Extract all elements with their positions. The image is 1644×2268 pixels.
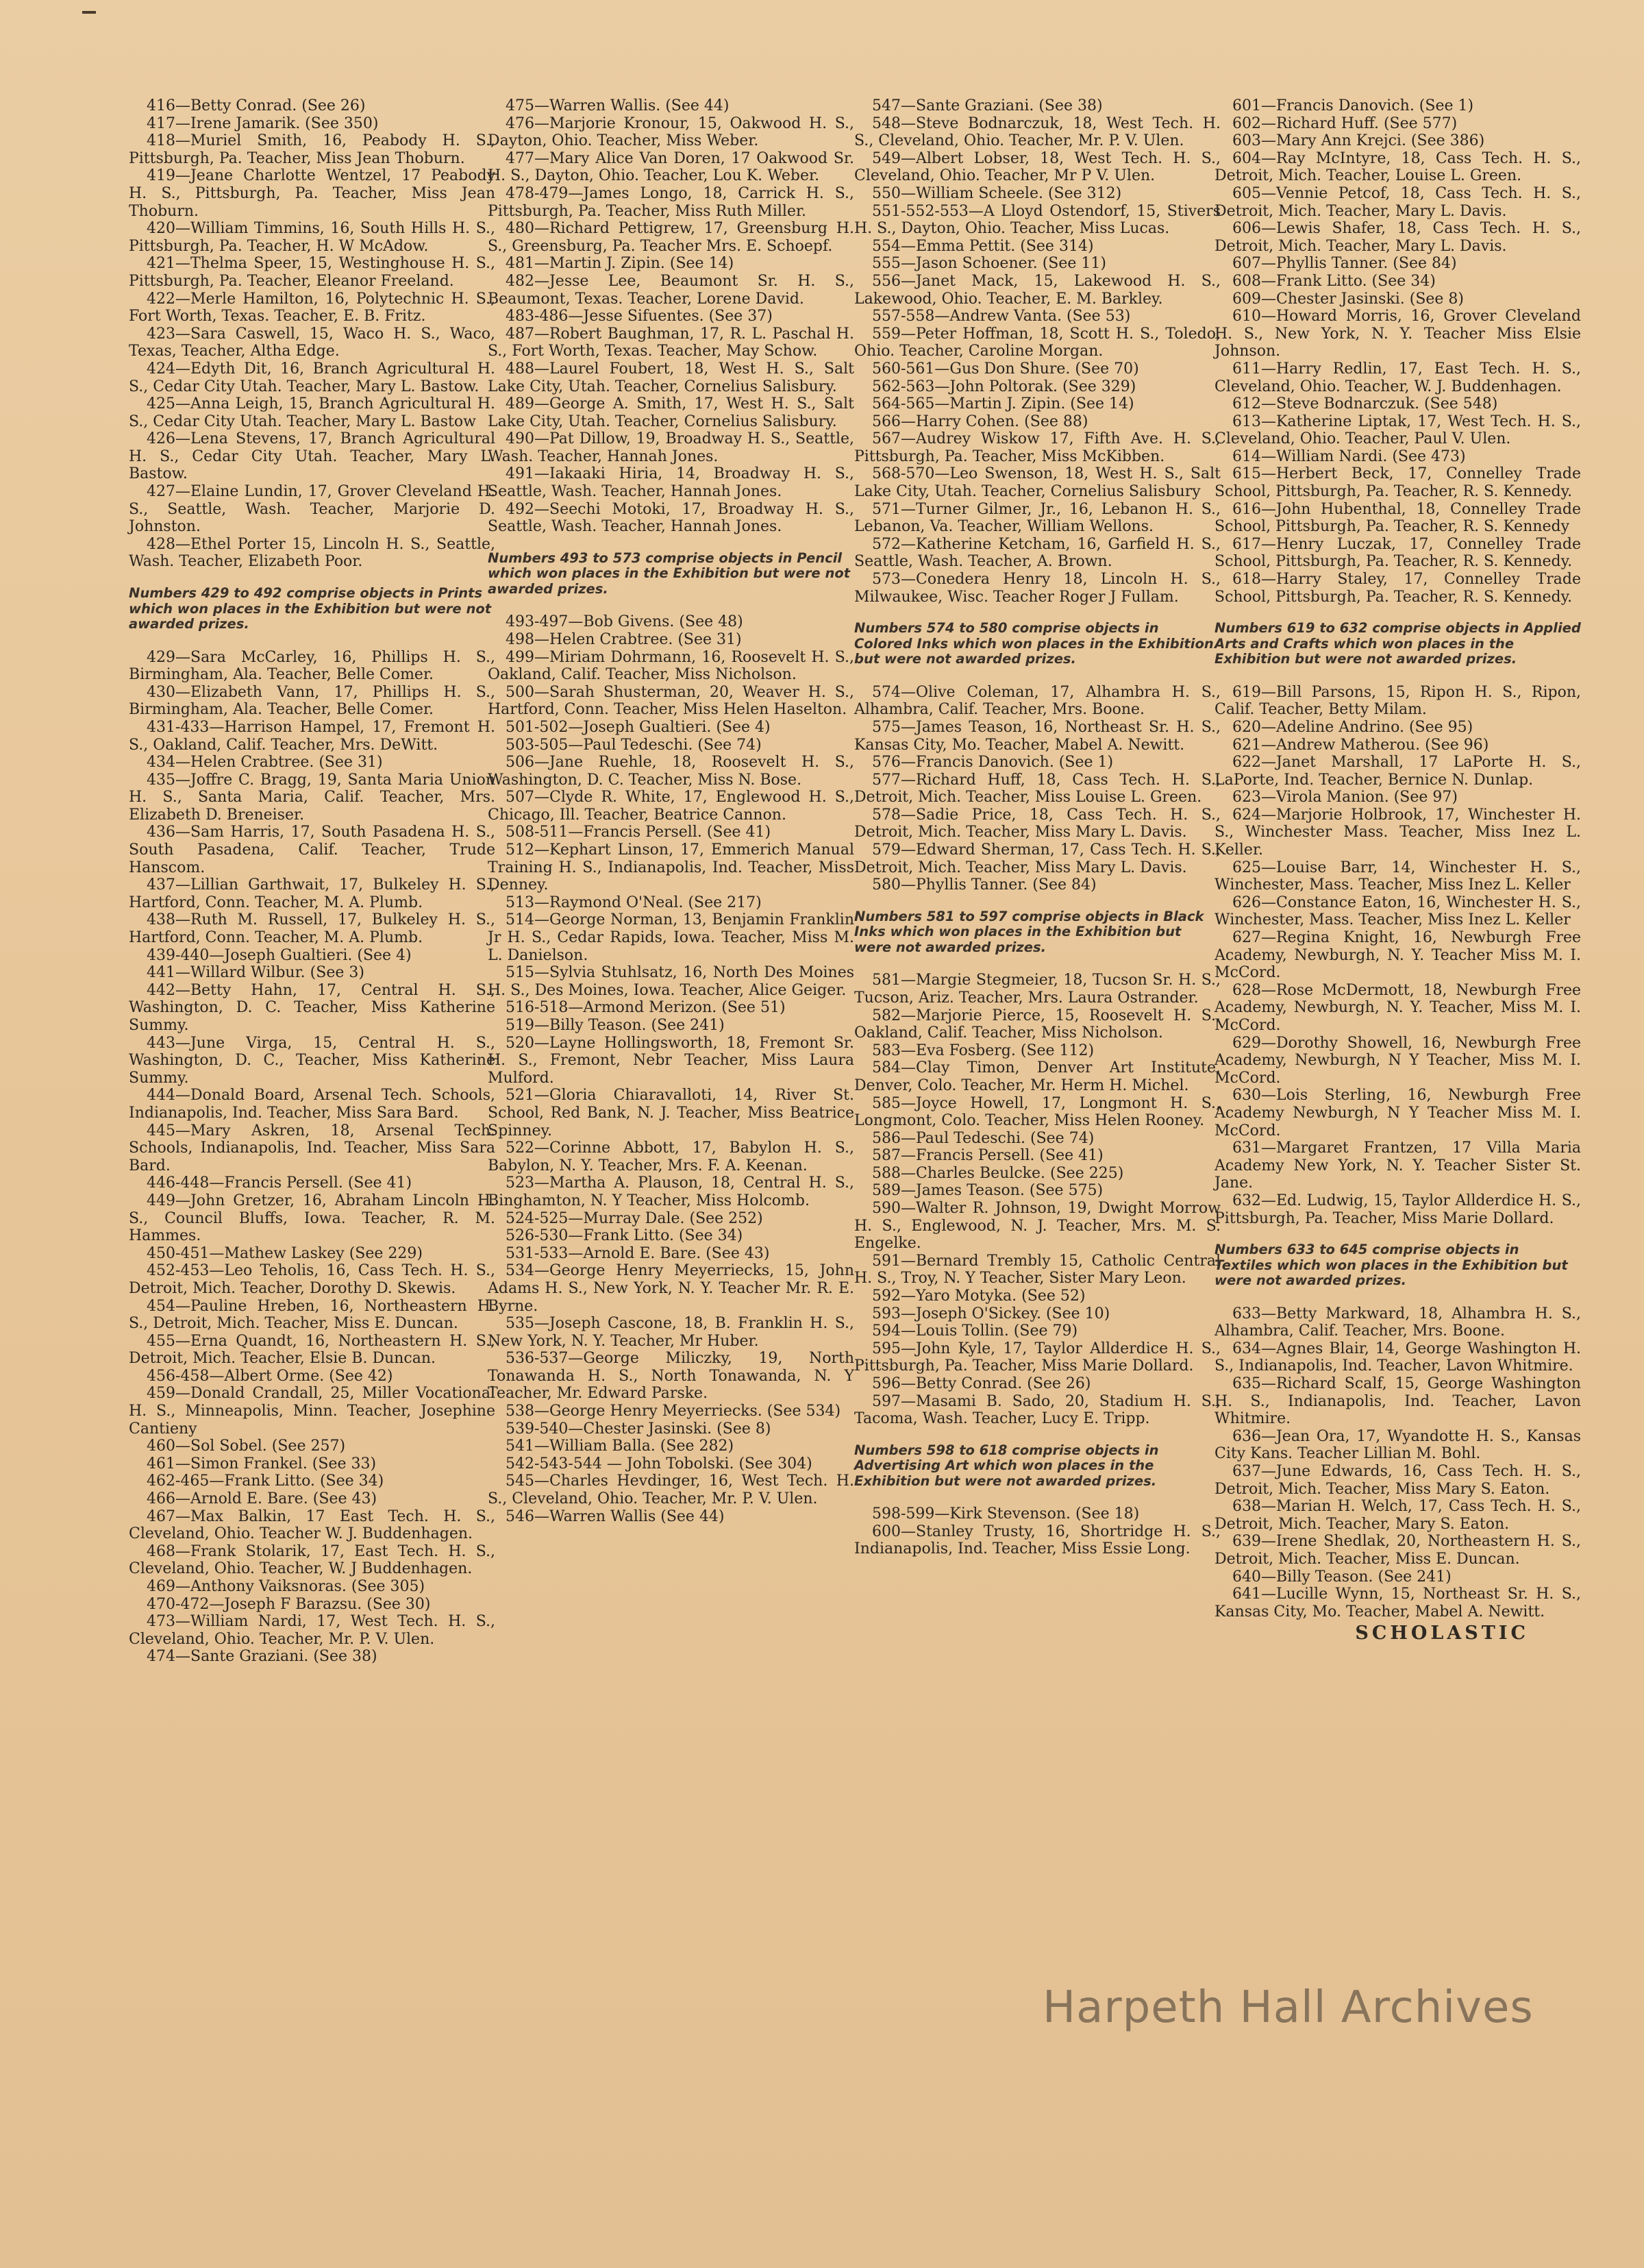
- entry: 539-540—Chester Jasinski. (See 8): [506, 1420, 771, 1438]
- entry: 629—Dorothy Showell, 16, Newburgh Free Academy, Newburgh, N Y Teacher, Miss M. I. McCord.: [1215, 1034, 1581, 1087]
- entry: 566—Harry Cohen. (See 88): [872, 412, 1088, 430]
- entry: 618—Harry Staley, 17, Connelley Trade School, Pittsburgh, Pa. Teacher, R. S. Kennedy.: [1215, 571, 1581, 606]
- entry: 450-451—Mathew Laskey (See 229): [147, 1244, 423, 1262]
- entry: 624—Marjorie Holbrook, 17, Winchester H. S., Winchester Mass. Teacher, Miss Inez L. Keller.: [1215, 806, 1581, 859]
- entry: 437—Lillian Garthwait, 17, Bulkeley H. S., Hartford, Conn. Teacher, M. A. Plumb.: [129, 876, 495, 911]
- entry: 634—Agnes Blair, 14, George Washington H. S., Indianapolis, Ind. Teacher, Lavon Whitmire.: [1215, 1340, 1581, 1375]
- entry: 627—Regina Knight, 16, Newburgh Free Academy, Newburgh, N. Y. Teacher Miss M. I. McCord.: [1215, 929, 1581, 982]
- entry: 606—Lewis Shafer, 18, Cass Tech. H. S., Detroit, Mich. Teacher, Mary L. Davis.: [1215, 220, 1581, 255]
- entry: 507—Clyde R. White, 17, Englewood H. S., Chicago, Ill. Teacher, Beatrice Cannon.: [488, 789, 854, 824]
- entry: 630—Lois Sterling, 16, Newburgh Free Academy Newburgh, N Y Teacher Miss M. I. McCord.: [1215, 1087, 1581, 1139]
- entry: 619—Bill Parsons, 15, Ripon H. S., Ripon, Calif. Teacher, Betty Milam.: [1215, 683, 1581, 719]
- entry: 602—Richard Huff. (See 577): [1232, 114, 1458, 132]
- entry: 641—Lucille Wynn, 15, Northeast Sr. H. S., Kansas City, Mo. Teacher, Mabel A. Newitt.: [1215, 1586, 1581, 1620]
- entry: 454—Pauline Hreben, 16, Northeastern H. S., Detroit, Mich. Teacher, Miss E. Duncan.: [129, 1297, 495, 1333]
- entry: 586—Paul Tedeschi. (See 74): [872, 1129, 1095, 1147]
- entry: 632—Ed. Ludwig, 15, Taylor Allderdice H. S., Pittsburgh, Pa. Teacher, Miss Marie Dollard.: [1215, 1192, 1581, 1227]
- entry: 631—Margaret Frantzen, 17 Villa Maria Academy New York, N. Y. Teacher Sister St. Jane.: [1215, 1139, 1581, 1192]
- entry: 424—Edyth Dit, 16, Branch Agricultural H. S., Cedar City Utah. Teacher, Mary L. Bastow.: [129, 360, 495, 395]
- entry-list: [129, 649, 495, 1666]
- entry: 519—Billy Teason. (See 241): [506, 1017, 725, 1034]
- entry: 431-433—Harrison Hampel, 17, Fremont H. S., Oakland, Calif. Teacher, Mrs. DeWitt.: [129, 718, 495, 754]
- entry: 426—Lena Stevens, 17, Branch Agricultural H. S., Cedar City Utah. Teacher, Mary L. Bastow.: [129, 430, 495, 483]
- entry: 568-570—Leo Swenson, 18, West H. S., Salt Lake City, Utah. Teacher, Cornelius Salisbury: [854, 465, 1221, 501]
- entry: 589—James Teason. (See 575): [872, 1182, 1104, 1200]
- entry: 524-525—Murray Dale. (See 252): [506, 1209, 763, 1227]
- entry: 520—Layne Hollingsworth, 18, Fremont Sr. H. S., Fremont, Nebr Teacher, Miss Laura Mulford.: [488, 1034, 854, 1087]
- entry: 478-479—James Longo, 18, Carrick H. S., Pittsburgh, Pa. Teacher, Miss Ruth Miller.: [488, 184, 854, 220]
- entry: 610—Howard Morris, 16, Grover Cleveland H. S., New York, N. Y. Teacher Miss Elsie Johnson.: [1215, 308, 1581, 360]
- entry: 538—George Henry Meyerriecks. (See 534): [506, 1403, 841, 1420]
- entry: 585—Joyce Howell, 17, Longmont H. S., Longmont, Colo. Teacher, Miss Helen Rooney.: [854, 1094, 1221, 1130]
- entry: 546—Warren Wallis (See 44): [506, 1507, 725, 1525]
- entry: 420—William Timmins, 16, South Hills H. S., Pittsburgh, Pa. Teacher, H. W McAdow.: [129, 220, 495, 255]
- entry: 588—Charles Beulcke. (See 225): [872, 1164, 1124, 1182]
- entry: 466—Arnold E. Bare. (See 43): [147, 1490, 377, 1508]
- entry: 521—Gloria Chiaravalloti, 14, River St. School, Red Bank, N. J. Teacher, Miss Beatrice Spinney.: [488, 1087, 854, 1139]
- entry: 628—Rose McDermott, 18, Newburgh Free Academy, Newburgh, N. Y. Teacher, Miss M. I. McCord.: [1215, 981, 1581, 1034]
- entry-list: [1215, 684, 1581, 1227]
- entry: 580—Phyllis Tanner. (See 84): [872, 876, 1097, 894]
- entry: 601—Francis Danovich. (See 1): [1232, 97, 1474, 114]
- entry: 604—Ray McIntyre, 18, Cass Tech. H. S., Detroit, Mich. Teacher, Louise L. Green.: [1215, 149, 1581, 185]
- section-note-black-inks: Numbers 581 to 597 comprise objects in Black Inks which won places in the Exhibition but were not awarded prizes.: [854, 908, 1204, 955]
- entry: 625—Louise Barr, 14, Winchester H. S., Winchester, Mass. Teacher, Miss Inez L. Keller: [1215, 859, 1581, 894]
- entry: 609—Chester Jasinski. (See 8): [1232, 290, 1465, 308]
- entry: 461—Simon Frankel. (See 33): [147, 1455, 377, 1472]
- entry: 455—Erna Quandt, 16, Northeastern H. S., Detroit, Mich. Teacher, Elsie B. Duncan.: [129, 1332, 495, 1368]
- entry: 467—Max Balkin, 17 East Tech. H. S., Cleveland, Ohio. Teacher W. J. Buddenhagen.: [129, 1507, 495, 1543]
- section-note-applied-arts: Numbers 619 to 632 comprise objects in Applied Arts and Crafts which won places in the Exhibition but were not awarded prizes.: [1215, 620, 1581, 667]
- entry: 480—Richard Pettigrew, 17, Greensburg H. S., Greensburg, Pa. Teacher Mrs. E. Schoepf.: [488, 220, 854, 255]
- entry: 554—Emma Pettit. (See 314): [872, 237, 1094, 255]
- entry: 428—Ethel Porter 15, Lincoln H. S., Seattle, Wash. Teacher, Elizabeth Poor.: [129, 535, 495, 571]
- entry: 567—Audrey Wiskow 17, Fifth Ave. H. S., Pittsburgh, Pa. Teacher, Miss McKibben.: [854, 430, 1221, 465]
- entry: 541—William Balla. (See 282): [506, 1438, 734, 1455]
- entry: 531-533—Arnold E. Bare. (See 43): [506, 1244, 770, 1262]
- section-note-pencil: Numbers 493 to 573 comprise objects in Pencil which won places in the Exhibition but were not awarded prizes.: [488, 550, 851, 597]
- entry: 640—Billy Teason. (See 241): [1232, 1568, 1452, 1586]
- entry: 473—William Nardi, 17, West Tech. H. S., Cleveland, Ohio. Teacher, Mr. P. V. Ulen.: [129, 1613, 495, 1648]
- entry: 516-518—Armond Merizon. (See 51): [506, 999, 786, 1017]
- entry: 587—Francis Persell. (See 41): [872, 1147, 1104, 1165]
- entry: 481—Martin J. Zipin. (See 14): [506, 255, 734, 273]
- entry: 607—Phyllis Tanner. (See 84): [1232, 255, 1457, 273]
- entry: 598-599—Kirk Stevenson. (See 18): [872, 1505, 1140, 1523]
- entry-list: [1215, 97, 1581, 606]
- entry: 490—Pat Dillow, 19, Broadway H. S., Seattle, Wash. Teacher, Hannah Jones.: [488, 430, 854, 465]
- entry: 434—Helen Crabtree. (See 31): [147, 754, 383, 772]
- entry: 515—Sylvia Stuhlsatz, 16, North Des Moines H. S., Des Moines, Iowa. Teacher, Alice Geiger.: [488, 964, 854, 999]
- entry: 549—Albert Lobser, 18, West Tech. H. S., Cleveland, Ohio. Teacher, Mr P V. Ulen.: [854, 149, 1221, 185]
- entry: 513—Raymond O'Neal. (See 217): [506, 893, 762, 911]
- entry: 534—George Henry Meyerriecks, 15, John Adams H. S., New York, N. Y. Teacher Mr. R. E. Byrne.: [488, 1262, 854, 1315]
- entry: 621—Andrew Matherou. (See 96): [1232, 736, 1489, 754]
- scan-mark: [82, 11, 96, 14]
- entry: 555—Jason Schoener. (See 11): [872, 255, 1106, 273]
- entry: 603—Mary Ann Krejci. (See 386): [1232, 132, 1485, 150]
- footer-brand: SCHOLASTIC: [1355, 1623, 1529, 1644]
- entry: 489—George A. Smith, 17, West H. S., Salt Lake City, Utah. Teacher, Cornelius Salisbury.: [488, 395, 854, 430]
- entry: 623—Virola Manion. (See 97): [1232, 789, 1458, 806]
- entry: 578—Sadie Price, 18, Cass Tech. H. S., Detroit, Mich. Teacher, Miss Mary L. Davis.: [854, 806, 1221, 841]
- entry: 456-458—Albert Orme. (See 42): [147, 1367, 393, 1385]
- entry: 581—Margie Stegmeier, 18, Tucson Sr. H. S., Tucson, Ariz. Teacher, Mrs. Laura Ostrander.: [854, 972, 1221, 1007]
- entry: 575—James Teason, 16, Northeast Sr. H. S., Kansas City, Mo. Teacher, Mabel A. Newitt.: [854, 718, 1221, 754]
- entry: 611—Harry Redlin, 17, East Tech. H. S., Cleveland, Ohio. Teacher, W. J. Buddenhagen.: [1215, 360, 1581, 395]
- entry: 597—Masami B. Sado, 20, Stadium H. S., Tacoma, Wash. Teacher, Lucy E. Tripp.: [854, 1392, 1221, 1428]
- entry: 441—Willard Wilbur. (See 3): [147, 964, 364, 982]
- entry: 493-497—Bob Givens. (See 48): [506, 613, 743, 631]
- entry: 608—Frank Litto. (See 34): [1232, 272, 1436, 290]
- entry: 482—Jesse Lee, Beaumont Sr. H. S., Beaumont, Texas. Teacher, Lorene David.: [488, 272, 854, 308]
- entry: 512—Kephart Linson, 17, Emmerich Manual Training H. S., Indianapolis, Ind. Teacher, Miss Denney.: [488, 841, 854, 894]
- entry: 442—Betty Hahn, 17, Central H. S., Washington, D. C. Teacher, Miss Katherine Summy.: [129, 981, 495, 1034]
- entry: 550—William Scheele. (See 312): [872, 184, 1122, 202]
- section-note-colored-inks: Numbers 574 to 580 comprise objects in Colored Inks which won places in the Exhibition but were not awarded prizes.: [854, 620, 1214, 667]
- entry-list: [854, 97, 1221, 606]
- entry: 559—Peter Hoffman, 18, Scott H. S., Toledo, Ohio. Teacher, Caroline Morgan.: [854, 325, 1221, 360]
- entry: 605—Vennie Petcof, 18, Cass Tech. H. S., Detroit, Mich. Teacher, Mary L. Davis.: [1215, 184, 1581, 220]
- entry: 614—William Nardi. (See 473): [1232, 447, 1466, 465]
- entry: 545—Charles Hevdinger, 16, West Tech. H. S., Cleveland, Ohio. Teacher, Mr. P. V. Ulen.: [488, 1472, 854, 1508]
- entry: 637—June Edwards, 16, Cass Tech. H. S., Detroit, Mich. Teacher, Miss Mary S. Eaton.: [1215, 1462, 1581, 1498]
- entry: 492—Seechi Motoki, 17, Broadway H. S., Seattle, Wash. Teacher, Hannah Jones.: [488, 500, 854, 536]
- entry: 443—June Virga, 15, Central H. S., Washington, D. C., Teacher, Miss Katherine Summy.: [129, 1034, 495, 1087]
- entry: 557-558—Andrew Vanta. (See 53): [872, 308, 1131, 325]
- section-note-textiles: Numbers 633 to 645 comprise objects in Textiles which won places in the Exhibition but were not awarded prizes.: [1215, 1242, 1568, 1289]
- entry: 613—Katherine Liptak, 17, West Tech. H. S., Cleveland, Ohio. Teacher, Paul V. Ulen.: [1215, 412, 1581, 448]
- entry-list: [854, 1505, 1221, 1558]
- entry: 633—Betty Markward, 18, Alhambra H. S., Alhambra, Calif. Teacher, Mrs. Boone.: [1215, 1305, 1581, 1340]
- entry: 501-502—Joseph Gualtieri. (See 4): [506, 718, 771, 736]
- entry: 615—Herbert Beck, 17, Connelley Trade School, Pittsburgh, Pa. Teacher, R. S. Kennedy.: [1215, 465, 1581, 501]
- entry: 436—Sam Harris, 17, South Pasadena H. S., South Pasadena, Calif. Teacher, Trude Hanscom.: [129, 824, 495, 876]
- entry: 523—Martha A. Plauson, 18, Central H. S., Binghamton, N. Y Teacher, Miss Holcomb.: [488, 1174, 854, 1209]
- entry: 483-486—Jesse Sifuentes. (See 37): [506, 308, 773, 325]
- entry: 500—Sarah Shusterman, 20, Weaver H. S., Hartford, Conn. Teacher, Miss Helen Haselton.: [488, 683, 854, 719]
- entry: 590—Walter R. Johnson, 19, Dwight Morrow H. S., Englewood, N. J. Teacher, Mrs. M. S. Engelke.: [854, 1200, 1221, 1253]
- entry: 470-472—Joseph F Barazsu. (See 30): [147, 1595, 431, 1613]
- entry: 576—Francis Danovich. (See 1): [872, 754, 1114, 772]
- entry: 416—Betty Conrad. (See 26): [147, 97, 366, 114]
- entry: 564-565—Martin J. Zipin. (See 14): [872, 395, 1134, 413]
- entry: 460—Sol Sobel. (See 257): [147, 1438, 346, 1455]
- entry: 459—Donald Crandall, 25, Miller Vocational H. S., Minneapolis, Minn. Teacher, Josephine Cantieny: [129, 1385, 495, 1438]
- entry: 429—Sara McCarley, 16, Phillips H. S., Birmingham, Ala. Teacher, Belle Comer.: [129, 648, 495, 684]
- entry: 593—Joseph O'Sickey. (See 10): [872, 1305, 1110, 1322]
- entry: 418—Muriel Smith, 16, Peabody H. S., Pittsburgh, Pa. Teacher, Miss Jean Thoburn.: [129, 132, 495, 167]
- entry: 560-561—Gus Don Shure. (See 70): [872, 360, 1139, 378]
- entry: 435—Joffre C. Bragg, 19, Santa Maria Union H. S., Santa Maria, Calif. Teacher, Mrs. Elizabeth D. Breneiser.: [129, 771, 495, 824]
- entry: 444—Donald Board, Arsenal Tech. Schools, Indianapolis, Ind. Teacher, Miss Sara Bard.: [129, 1087, 495, 1122]
- entry: 582—Marjorie Pierce, 15, Roosevelt H. S., Oakland, Calif. Teacher, Miss Nicholson.: [854, 1007, 1221, 1042]
- entry: 522—Corinne Abbott, 17, Babylon H. S., Babylon, N. Y. Teacher, Mrs. F. A. Keenan.: [488, 1139, 854, 1174]
- entry: 477—Mary Alice Van Doren, 17 Oakwood Sr. H. S., Dayton, Ohio. Teacher, Lou K. Weber.: [488, 149, 854, 185]
- entry: 638—Marian H. Welch, 17, Cass Tech. H. S., Detroit, Mich. Teacher, Mary S. Eaton.: [1215, 1498, 1581, 1533]
- entry: 616—John Hubenthal, 18, Connelley Trade School, Pittsburgh, Pa. Teacher, R. S. Kennedy: [1215, 500, 1581, 536]
- entry-list: [488, 97, 854, 536]
- entry: 572—Katherine Ketcham, 16, Garfield H. S., Seattle, Wash. Teacher, A. Brown.: [854, 535, 1221, 571]
- entry: 506—Jane Ruehle, 18, Roosevelt H. S., Washington, D. C. Teacher, Miss N. Bose.: [488, 754, 854, 789]
- column-2: [488, 97, 854, 1525]
- entry: 508-511—Francis Persell. (See 41): [506, 824, 771, 841]
- entry: 430—Elizabeth Vann, 17, Phillips H. S., Birmingham, Ala. Teacher, Belle Comer.: [129, 683, 495, 719]
- section-note-advertising: Numbers 598 to 618 comprise objects in Advertising Art which won places in the Exhibition but were not awarded prizes.: [854, 1442, 1159, 1489]
- entry: 579—Edward Sherman, 17, Cass Tech. H. S., Detroit, Mich. Teacher, Miss Mary L. Davis.: [854, 841, 1221, 876]
- entry-list: [488, 613, 854, 1525]
- entry: 542-543-544 — John Tobolski. (See 304): [506, 1455, 812, 1472]
- entry: 491—Iakaaki Hiria, 14, Broadway H. S., Seattle, Wash. Teacher, Hannah Jones.: [488, 465, 854, 501]
- entry: 591—Bernard Trembly 15, Catholic Central H. S., Troy, N. Y Teacher, Sister Mary Leon.: [854, 1252, 1221, 1287]
- entry: 536-537—George Miliczky, 19, North Tonawanda H. S., North Tonawanda, N. Y Teacher, Mr. Edward Parske.: [488, 1350, 854, 1403]
- entry: 594—Louis Tollin. (See 79): [872, 1322, 1078, 1340]
- entry: 439-440—Joseph Gualtieri. (See 4): [147, 946, 412, 964]
- entry: 425—Anna Leigh, 15, Branch Agricultural H. S., Cedar City Utah. Teacher, Mary L. Bastow: [129, 395, 495, 430]
- entry: 469—Anthony Vaiksnoras. (See 305): [147, 1578, 425, 1595]
- entry: 446-448—Francis Persell. (See 41): [147, 1174, 412, 1192]
- entry: 622—Janet Marshall, 17 LaPorte H. S., LaPorte, Ind. Teacher, Bernice N. Dunlap.: [1215, 754, 1581, 789]
- entry: 547—Sante Graziani. (See 38): [872, 97, 1103, 114]
- entry: 626—Constance Eaton, 16, Winchester H. S., Winchester, Mass. Teacher, Miss Inez L. Keller: [1215, 893, 1581, 929]
- entry: 636—Jean Ora, 17, Wyandotte H. S., Kansas City Kans. Teacher Lillian M. Bohl.: [1215, 1427, 1581, 1463]
- entry: 596—Betty Conrad. (See 26): [872, 1375, 1091, 1392]
- entry: 548—Steve Bodnarczuk, 18, West Tech. H. S., Cleveland, Ohio. Teacher, Mr. P. V. Ulen.: [854, 114, 1221, 150]
- entry: 421—Thelma Speer, 15, Westinghouse H. S., Pittsburgh, Pa. Teacher, Eleanor Freeland.: [129, 255, 495, 290]
- entry: 574—Olive Coleman, 17, Alhambra H. S., Alhambra, Calif. Teacher, Mrs. Boone.: [854, 683, 1221, 719]
- entry: 474—Sante Graziani. (See 38): [147, 1648, 377, 1666]
- entry: 462-465—Frank Litto. (See 34): [147, 1472, 384, 1490]
- column-4: [1215, 97, 1581, 1620]
- entry: 592—Yaro Motyka. (See 52): [872, 1287, 1086, 1305]
- entry: 571—Turner Gilmer, Jr., 16, Lebanon H. S., Lebanon, Va. Teacher, William Wellons.: [854, 500, 1221, 536]
- entry: 514—George Norman, 13, Benjamin Franklin Jr H. S., Cedar Rapids, Iowa. Teacher, Miss M. L. Danielson.: [488, 911, 854, 964]
- column-3: [854, 97, 1221, 1558]
- entry: 620—Adeline Andrino. (See 95): [1232, 718, 1473, 736]
- entry: 617—Henry Luczak, 17, Connelley Trade School, Pittsburgh, Pa. Teacher, R. S. Kennedy.: [1215, 535, 1581, 571]
- entry: 475—Warren Wallis. (See 44): [506, 97, 730, 114]
- entry: 476—Marjorie Kronour, 15, Oakwood H. S., Dayton, Ohio. Teacher, Miss Weber.: [488, 114, 854, 150]
- entry: 468—Frank Stolarik, 17, East Tech. H. S., Cleveland, Ohio. Teacher, W. J Buddenhagen.: [129, 1542, 495, 1578]
- section-note-prints: Numbers 429 to 492 comprise objects in Prints which won places in the Exhibition but were not awarded prizes.: [129, 585, 492, 632]
- watermark: Harpeth Hall Archives: [1043, 1982, 1534, 2033]
- entry: 438—Ruth M. Russell, 17, Bulkeley H. S., Hartford, Conn. Teacher, M. A. Plumb.: [129, 911, 495, 947]
- entry: 600—Stanley Trusty, 16, Shortridge H. S., Indianapolis, Ind. Teacher, Miss Essie Long.: [854, 1523, 1221, 1558]
- entry: 423—Sara Caswell, 15, Waco H. S., Waco, Texas, Teacher, Altha Edge.: [129, 325, 495, 360]
- entry-list: [129, 97, 495, 571]
- column-1: [129, 97, 495, 1666]
- entry: 445—Mary Askren, 18, Arsenal Tech. Schools, Indianapolis, Ind. Teacher, Miss Sara Bard.: [129, 1122, 495, 1174]
- entry: 583—Eva Fosberg. (See 112): [872, 1041, 1095, 1059]
- entry: 526-530—Frank Litto. (See 34): [506, 1227, 743, 1245]
- entry-list: [1215, 1305, 1581, 1621]
- entry: 422—Merle Hamilton, 16, Polytechnic H. S., Fort Worth, Texas. Teacher, E. B. Fritz.: [129, 290, 495, 325]
- entry: 488—Laurel Foubert, 18, West H. S., Salt Lake City, Utah. Teacher, Cornelius Salisbury.: [488, 360, 854, 395]
- entry-list: [854, 972, 1221, 1427]
- entry: 503-505—Paul Tedeschi. (See 74): [506, 736, 762, 754]
- entry: 556—Janet Mack, 15, Lakewood H. S., Lakewood, Ohio. Teacher, E. M. Barkley.: [854, 272, 1221, 308]
- entry: 535—Joseph Cascone, 18, B. Franklin H. S., New York, N. Y. Teacher, Mr Huber.: [488, 1315, 854, 1350]
- entry: 595—John Kyle, 17, Taylor Allderdice H. S., Pittsburgh, Pa. Teacher, Miss Marie Dollard.: [854, 1340, 1221, 1375]
- entry: 487—Robert Baughman, 17, R. L. Paschal H. S., Fort Worth, Texas. Teacher, May Schow.: [488, 325, 854, 360]
- entry: 427—Elaine Lundin, 17, Grover Cleveland H. S., Seattle, Wash. Teacher, Marjorie D. Johnston.: [129, 483, 495, 536]
- entry: 612—Steve Bodnarczuk. (See 548): [1232, 395, 1498, 413]
- entry: 635—Richard Scalf, 15, George Washington H. S., Indianapolis, Ind. Teacher, Lavon Whitmire.: [1215, 1375, 1581, 1428]
- entry: 551-552-553—A Lloyd Ostendorf, 15, Stivers H. S., Dayton, Ohio. Teacher, Miss Lucas.: [854, 202, 1221, 238]
- entry: 639—Irene Shedlak, 20, Northeastern H. S., Detroit, Mich. Teacher, Miss E. Duncan.: [1215, 1533, 1581, 1568]
- entry: 562-563—John Poltorak. (See 329): [872, 378, 1136, 395]
- entry: 449—John Gretzer, 16, Abraham Lincoln H. S., Council Bluffs, Iowa. Teacher, R. M. Hammes.: [129, 1192, 495, 1245]
- entry: 417—Irene Jamarik. (See 350): [147, 114, 379, 132]
- entry: 419—Jeane Charlotte Wentzel, 17 Peabody H. S., Pittsburgh, Pa. Teacher, Miss Jean Thoburn.: [129, 167, 495, 220]
- entry: 499—Miriam Dohrmann, 16, Roosevelt H. S., Oakland, Calif. Teacher, Miss Nicholson.: [488, 648, 854, 684]
- entry-list: [854, 684, 1221, 894]
- entry: 573—Conedera Henry 18, Lincoln H. S., Milwaukee, Wisc. Teacher Roger J Fullam.: [854, 571, 1221, 606]
- entry: 584—Clay Timon, Denver Art Institute, Denver, Colo. Teacher, Mr. Herm H. Michel.: [854, 1059, 1221, 1094]
- entry: 452-453—Leo Teholis, 16, Cass Tech. H. S., Detroit, Mich. Teacher, Dorothy D. Skewis.: [129, 1262, 495, 1297]
- entry: 577—Richard Huff, 18, Cass Tech. H. S., Detroit, Mich. Teacher, Miss Louise L. Green.: [854, 771, 1221, 806]
- entry: 498—Helen Crabtree. (See 31): [506, 630, 742, 648]
